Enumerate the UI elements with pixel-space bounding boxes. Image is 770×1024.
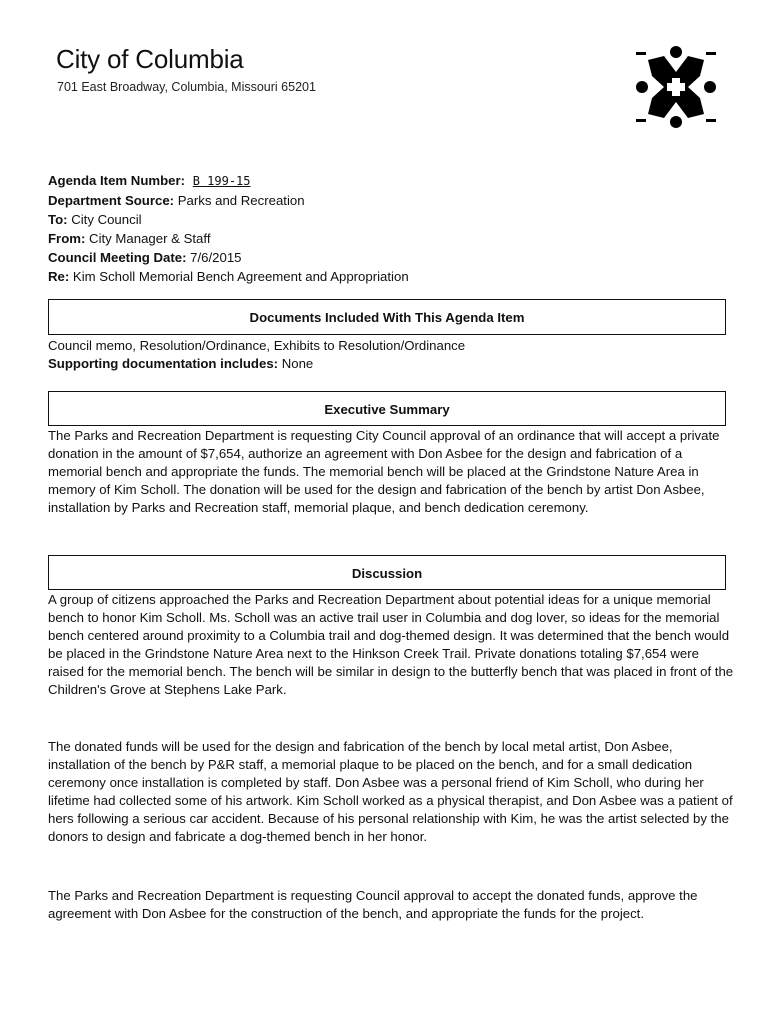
documents-heading: Documents Included With This Agenda Item bbox=[48, 299, 726, 335]
to-row bbox=[48, 210, 409, 229]
supporting-docs-value: None bbox=[281, 356, 314, 371]
agenda-item-label: Agenda Item Number: bbox=[48, 173, 186, 188]
documents-list: Council memo, Resolution/Ordinance, Exhibits to Resolution/Ordinance bbox=[48, 338, 466, 353]
department-label: Department Source bbox=[48, 193, 170, 208]
discussion-heading: Discussion bbox=[48, 555, 726, 590]
supporting-docs-label: Supporting documentation includes: bbox=[48, 356, 279, 371]
from-value: City Manager & Staff bbox=[89, 231, 211, 246]
city-name: City of Columbia bbox=[56, 44, 244, 74]
meeting-date-label: Council Meeting Date: bbox=[48, 250, 187, 265]
meeting-date-row bbox=[48, 248, 409, 267]
from-label: From: bbox=[48, 231, 86, 246]
meeting-date-value: 7/6/2015 bbox=[190, 250, 242, 265]
agenda-meta bbox=[48, 171, 409, 286]
re-label: Re: bbox=[48, 269, 70, 284]
agenda-item-row bbox=[48, 171, 409, 191]
to-label: To: bbox=[48, 212, 68, 227]
city-address: 701 East Broadway, Columbia, Missouri 65201 bbox=[57, 80, 316, 94]
to-value: City Council bbox=[71, 212, 142, 227]
discussion-paragraph-2: The donated funds will be used for the design and fabrication of the bench by local metal artist, Don Asbee, installation of the bench by P&R staff, a memorial plaque to be placed on the bench, and for a small dedication ceremony once installation is completed by staff. Don Asbee was a personal friend of Kim Scholl, who during her lifetime had collected some of his artwork. Kim Scholl worked as a physical therapist, and Don Asbee was a patient of hers following a serious car accident. Because of his personal relationship with Kim, he was the artist selected by the donors to design and fabricate a dog-themed bench in her honor. bbox=[48, 739, 733, 844]
agenda-item-number: B 199-15 bbox=[192, 174, 251, 188]
re-row bbox=[48, 267, 409, 286]
executive-summary-text: The Parks and Recreation Department is requesting City Council approval of an ordinance that will accept a private donation in the amount of $7,654, authorize an agreement with Don Asbee for the design and fabrication of a memorial bench and appropriate the funds. The memorial bench will be placed at the Grindstone Nature Area in memory of Kim Scholl. The donation will be used for the design and fabrication of the bench by artist Don Asbee, installation by Parks and Recreation staff, memorial plaque, and bench dedication ceremony. bbox=[48, 428, 720, 515]
department-value: Parks and Recreation bbox=[177, 193, 305, 208]
executive-summary-heading: Executive Summary bbox=[48, 391, 726, 426]
city-of-columbia-logo-icon bbox=[634, 42, 718, 132]
department-row: Department Source: Parks and Recreation bbox=[48, 193, 305, 208]
from-row bbox=[48, 229, 409, 248]
re-value: Kim Scholl Memorial Bench Agreement and Appropriation bbox=[72, 269, 409, 284]
discussion-paragraph-3: The Parks and Recreation Department is requesting Council approval to accept the donated funds, approve the agreement with Don Asbee for the construction of the bench, and appropriate the funds for the project. bbox=[48, 888, 698, 921]
supporting-docs-row bbox=[48, 355, 738, 373]
documents-section bbox=[48, 337, 738, 373]
discussion-paragraph-1: A group of citizens approached the Parks and Recreation Department about potential ideas for a unique memorial bench to honor Kim Scholl. Ms. Scholl was an active trail user in Columbia and dog lover, so ideas for the memorial bench centered around proximity to a Columbia trail and dog-themed design. It was determined that the bench would be placed in the Grindstone Nature Area next to the Hinkson Creek Trail. Private donations totaling $7,654 were raised for the memorial bench. The bench will be similar in design to the butterfly bench that was placed in front of the Children's Grove at Stephens Lake Park. bbox=[48, 592, 734, 697]
